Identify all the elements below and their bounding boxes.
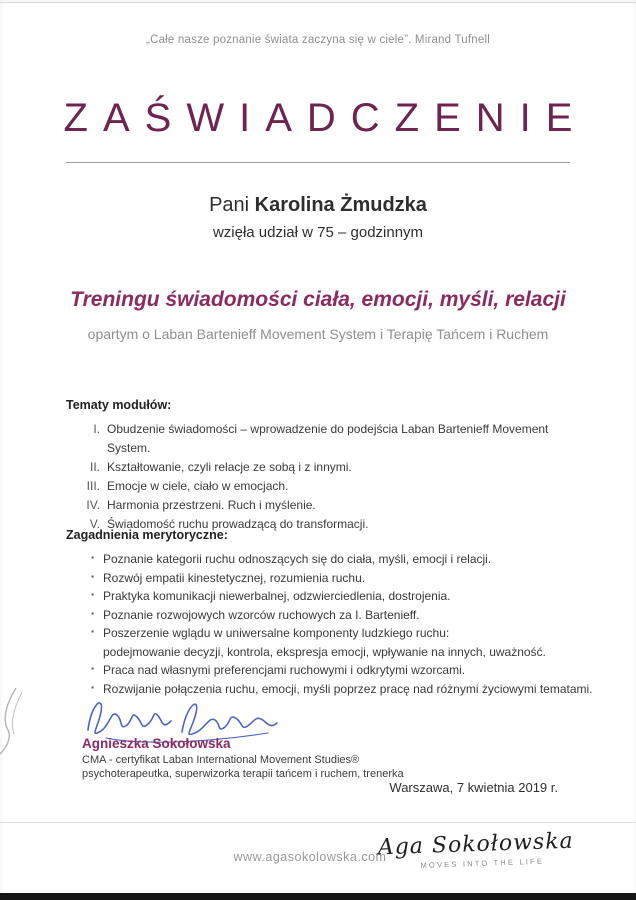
topic-text: Poznanie rozwojowych wzorców ruchowych za I. Bartenieff. [103, 607, 420, 622]
topic-text: Rozwijanie połączenia ruchu, emocji, myśli poprzez pracę nad różnymi życiowymi tematami. [103, 681, 593, 696]
signatory-credentials: CMA - certyfikat Laban International Movement Studies® [82, 754, 360, 766]
module-numeral: V. [89, 517, 100, 531]
scan-mark-left [0, 686, 30, 756]
bullet-icon: ▪ [91, 664, 94, 673]
bullet-icon: ▪ [91, 553, 94, 562]
topic-text: Praca nad własnymi preferencjami ruchowymi i odkrytymi wzorcami. [103, 663, 466, 677]
quote-text: „Całe nasze poznanie świata zaczyna się w ciele”. Mirand Tufnell [146, 34, 490, 46]
signatory-name: Agnieszka Sokołowska [82, 736, 231, 751]
topics-heading: Zagadnienia merytoryczne: [66, 528, 228, 542]
topics-list [64, 550, 604, 698]
scan-edge-bottom [0, 893, 636, 900]
certificate-title: ZAŚWIADCZENIE [63, 96, 588, 140]
logo [378, 829, 575, 872]
module-text: Świadomość ruchu prowadzącą do transformacji. [107, 517, 369, 531]
bullet-icon: ▪ [91, 571, 94, 581]
title-divider [66, 162, 570, 163]
topic-item [64, 550, 604, 569]
module-numeral: III. [86, 479, 100, 493]
module-item [64, 496, 584, 515]
topic-item [64, 569, 604, 588]
topic-item [64, 661, 604, 680]
participation-line: wzięła udział w 75 – godzinnym [212, 224, 424, 241]
topic-text: Poszerzenie wglądu w uniwersalne komponenty ludzkiego ruchu: [103, 626, 450, 640]
bullet-icon: ▪ [91, 608, 94, 618]
recipient-line [0, 194, 636, 217]
logo-name: Aga Sokołowska [377, 828, 575, 861]
topic-item [64, 606, 604, 625]
topic-text: Praktyka komunikacji niewerbalnej, odzwierciedlenia, dostrojenia. [103, 589, 451, 603]
logo-tagline: MOVES INTO THE LIFE [420, 856, 545, 870]
recipient-name: Karolina Żmudzka [254, 194, 427, 216]
signatory-roles: psychoterapeutka, superwizorka terapii tańcem i ruchem, trenerka [82, 768, 404, 780]
modules-list [64, 420, 584, 534]
topic-item [64, 624, 604, 643]
bullet-icon: ▪ [91, 627, 94, 636]
module-numeral: I. [93, 422, 100, 436]
topic-text: Rozwój empatii kinestetycznej, rozumienia ruchu. [103, 570, 366, 585]
place-date: Warszawa, 7 kwietnia 2019 r. [389, 780, 558, 795]
bullet-icon: ▪ [91, 590, 94, 599]
recipient-prefix: Pani [209, 194, 255, 216]
topic-item [64, 587, 604, 606]
scan-edge-top [0, 2, 636, 3]
module-text: Emocje w ciele, ciało w emocjach. [107, 479, 289, 493]
footer-divider [0, 822, 636, 823]
module-item [64, 458, 584, 477]
website-text: www.agasokolowska.com [233, 850, 387, 864]
module-text: Harmonia przestrzeni. Ruch i myślenie. [107, 498, 316, 512]
module-item [64, 420, 584, 458]
course-title: Treningu świadomości ciała, emocji, myśli, relacji [70, 288, 566, 311]
bullet-icon: ▪ [91, 682, 94, 692]
module-text: Kształtowanie, czyli relacje ze sobą i z innymi. [107, 460, 352, 474]
topic-continuation: podejmowanie decyzji, kontrola, ekspresja emocji, wpływanie na innych, uważność. [103, 644, 546, 659]
course-subtitle: opartym o Laban Bartenieff Movement System i Terapię Tańcem i Ruchem [87, 326, 549, 342]
module-numeral: II. [89, 460, 100, 474]
modules-heading: Tematy modułów: [66, 398, 172, 412]
module-text: Obudzenie świadomości – wprowadzenie do podejścia Laban Bartenieff Movement System. [107, 422, 549, 455]
topic-text: Poznanie kategorii ruchu odnoszących się do ciała, myśli, emocji i relacji. [103, 552, 492, 566]
module-item [64, 477, 584, 496]
module-numeral: IV. [86, 498, 100, 512]
